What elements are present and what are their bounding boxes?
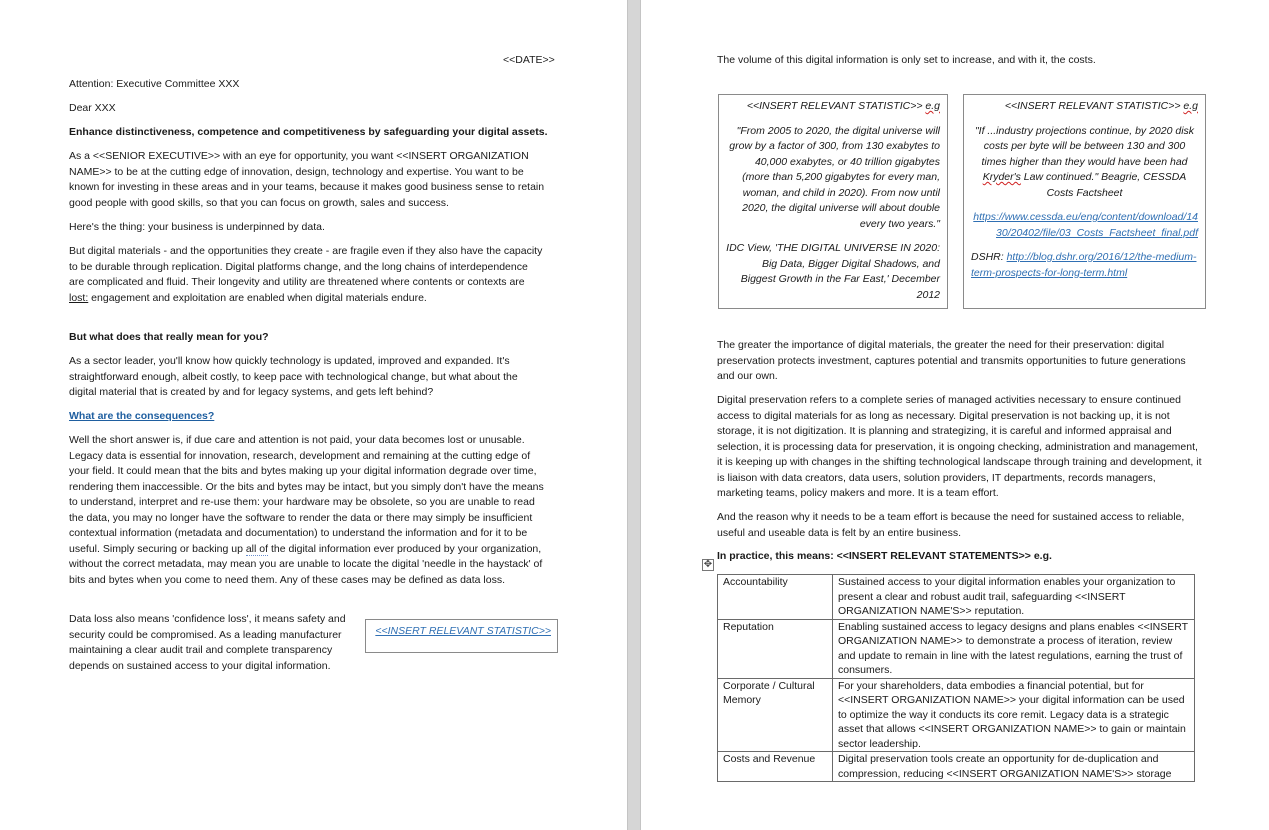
paragraph-sector-leader: As a sector leader, you'll know how quickly technology is updated, improved and expanded. It's straightforward enough, albeit costly, to keep pace with technological change, but what about the digital material that is created by and for legacy systems, and gets left behind? bbox=[69, 355, 518, 398]
table-row bbox=[718, 678, 1195, 752]
paragraph-intro: As a <<SENIOR EXECUTIVE>> with an eye for opportunity, you want <<INSERT ORGANIZATION NAME>> to be at the cutting edge of innovation, design, technology and expertise. You want to be known for investing in these areas and in your teams, because it makes good business sense to retain good people with good skills, so that you can focus on growth, sales and success. bbox=[69, 150, 545, 209]
box1-source: IDC View, 'THE DIGITAL UNIVERSE IN 2020: Big Data, Bigger Digital Shadows, and Biggest Growth in the Far East,' December 2012 bbox=[726, 242, 940, 301]
table-row bbox=[718, 575, 1195, 620]
table-cell-text: For your shareholders, data embodies a financial potential, but for <<INSERT ORGANIZATION NAME>> your digital information can be used to optimize the way it conducts its core remit. Legacy data is a strategic asset that allows <<INSERT ORGANIZATION NAME>> to gain or maintain sector leadership. bbox=[833, 678, 1195, 752]
paragraph-fragile bbox=[69, 244, 545, 306]
box1-header bbox=[726, 99, 940, 115]
document-page-1 bbox=[0, 0, 627, 830]
headline: Enhance distinctiveness, competence and competitiveness by safeguarding your digital assets. bbox=[69, 126, 548, 138]
box1-header-eg: e.g bbox=[925, 100, 940, 112]
dshr-label: DSHR: bbox=[971, 251, 1007, 263]
document-page-2 bbox=[641, 0, 1269, 830]
salutation: Dear XXX bbox=[69, 102, 116, 114]
paragraph-data: Here's the thing: your business is underpinned by data. bbox=[69, 221, 325, 233]
practice-table bbox=[717, 574, 1195, 782]
box2-quote-text-a: "If ...industry projections continue, by 2020 disk costs per byte will be between 130 and 300 times higher than they would have been had bbox=[974, 124, 1195, 168]
paragraph-consequences bbox=[69, 433, 547, 588]
table-cell-label: Costs and Revenue bbox=[718, 752, 833, 782]
cessda-factsheet-link[interactable]: https://www.cessda.eu/eng/content/download/1430/20402/file/03_Costs_Factsheet_final.pdf bbox=[973, 211, 1198, 239]
table-cell-label: Reputation bbox=[718, 619, 833, 678]
page-gutter bbox=[627, 0, 641, 830]
table-move-handle-icon[interactable]: ✥ bbox=[703, 559, 713, 570]
table-cell-text: Sustained access to your digital information enables your organization to present a clear and robust audit trail, safeguarding <<INSERT ORGANIZATION NAME'S>> reputation. bbox=[833, 575, 1195, 620]
practice-heading: In practice, this means: <<INSERT RELEVANT STATEMENTS>> e.g. bbox=[717, 550, 1052, 562]
dshr-line bbox=[971, 250, 1198, 281]
statistic-box-cessda[interactable] bbox=[963, 94, 1206, 309]
box1-quote: "From 2005 to 2020, the digital universe will grow by a factor of 300, from 130 exabytes to 40,000 exabytes, or 40 trillion gigabytes (more than 5,200 gigabytes for every man, woman, and child in 2020). From now until 2020, the digital universe will about double every two years." bbox=[729, 124, 940, 230]
statistic-box-idc[interactable] bbox=[718, 94, 948, 309]
box2-quote-text-b: Law continued." Beagrie, CESSDA Costs Factsheet bbox=[1020, 171, 1187, 199]
attention-line: Attention: Executive Committee XXX bbox=[69, 78, 240, 90]
box2-header-eg: e.g bbox=[1183, 100, 1198, 112]
paragraph-confidence-loss: Data loss also means 'confidence loss', it means safety and security could be compromised. As a leading manufacturer maintaining a clear audit trail and complete transparency depends on sustained access to your digital information. bbox=[69, 613, 346, 672]
statistic-textbox[interactable] bbox=[365, 619, 558, 653]
table-cell-text: Enabling sustained access to legacy designs and plans enables <<INSERT ORGANIZATION NAME>> to demonstrate a process of iteration, review and update to remain in line with the latest regulations, earning the trust of consumers. bbox=[833, 619, 1195, 678]
consequences-heading-link[interactable]: What are the consequences? bbox=[69, 410, 215, 422]
table-cell-text: Digital preservation tools create an opportunity for de-duplication and compression, reducing <<INSERT ORGANIZATION NAME'S>> storage bbox=[833, 752, 1195, 782]
box2-header bbox=[971, 99, 1198, 115]
kryder-word: Kryder's bbox=[982, 171, 1021, 183]
paragraph-definition: Digital preservation refers to a complete series of managed activities necessary to ensure continued access to digital materials for as long as necessary. Digital preservation is not backing up, it is not storage, it is not digitization. It is planning and strategizing, it is careful and informed appraisal and selection, it is processing data for preservation, it is ongoing checking, administration and management, it is keeping up with changes in the shifting technological landscape through training and development, it is liaison with data creators, data users, solution providers, IT departments, records managers, marketing teams, policy makers and more. It is a team effort. bbox=[717, 394, 1202, 499]
table-row bbox=[718, 752, 1195, 782]
all-of-phrase: all of bbox=[245, 542, 269, 555]
paragraph-consequences-text-a: Well the short answer is, if due care and attention is not paid, your data becomes lost or unusable. Legacy data is essential for innovation, research, development and remaining at the cutting edge of your field. It could mean that the bits and bytes making up your digital information degrade over time, rendering them inaccessible. Or the bits and bytes may be intact, but you simply don't have the means to understand, interpret and re-use them: your hardware may be obsolete, so you are unable to read the data, you may no longer have the software to render the data or there may simply be insufficient contextual information (metadata and documentation) to understand the information and for it to be useful. Simply securing or backing up bbox=[69, 434, 544, 555]
subheading-meaning: But what does that really mean for you? bbox=[69, 331, 269, 343]
statistic-link[interactable]: <<INSERT RELEVANT STATISTIC>> bbox=[375, 625, 551, 637]
paragraph-fragile-text-b: engagement and exploitation are enabled when digital materials endure. bbox=[88, 291, 427, 304]
box2-header-text: <<INSERT RELEVANT STATISTIC>> bbox=[1004, 100, 1184, 112]
paragraph-consequences-text-b: the digital information ever produced by your organization, without the correct metadata, may mean you are unable to locate the digital 'needle in the haystack' of bits and bytes when you come to need them. Any of these cases may be defined as data loss. bbox=[69, 542, 543, 586]
box2-quote bbox=[971, 124, 1198, 202]
date-placeholder: <<DATE>> bbox=[503, 54, 555, 66]
dshr-blog-link[interactable]: http://blog.dshr.org/2016/12/the-medium-term-prospects-for-long-term.html bbox=[971, 251, 1197, 279]
lost-word: lost: bbox=[69, 291, 89, 304]
paragraph-importance: The greater the importance of digital materials, the greater the need for their preservation: digital preservation protects investment, captures potential and transmits opportunities to future generations and our own. bbox=[717, 339, 1186, 382]
table-cell-label: Corporate / Cultural Memory bbox=[718, 678, 833, 752]
volume-intro: The volume of this digital information is only set to increase, and with it, the costs. bbox=[717, 54, 1096, 66]
box1-header-text: <<INSERT RELEVANT STATISTIC>> bbox=[746, 100, 926, 112]
paragraph-team-effort: And the reason why it needs to be a team effort is because the need for sustained access to reliable, useful and useable data is felt by an entire business. bbox=[717, 511, 1185, 539]
table-cell-label: Accountability bbox=[718, 575, 833, 620]
table-row bbox=[718, 619, 1195, 678]
paragraph-fragile-text-a: But digital materials - and the opportunities they create - are fragile even if they also have the capacity to be durable through replication. Digital platforms change, and the long chains of interdependence are complicated and fluid. Their longevity and utility are threatened where contents or contexts are bbox=[69, 245, 543, 288]
